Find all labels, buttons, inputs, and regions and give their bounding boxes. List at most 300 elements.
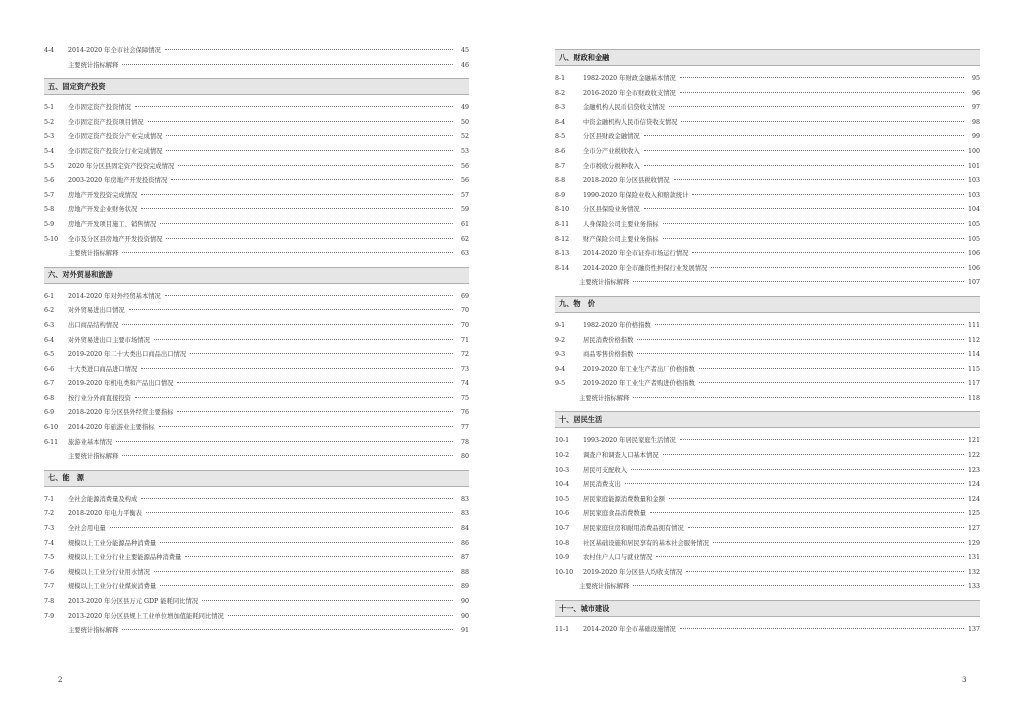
leader-dots [166,238,453,239]
leader-dots [148,121,453,122]
toc-entry [44,392,469,407]
leader-dots [190,353,453,354]
leader-dots [688,527,964,528]
toc-entry [44,145,469,160]
leader-dots [122,455,453,456]
leader-dots [637,339,964,340]
toc-entry [555,537,980,552]
toc-entry [44,290,469,305]
entry-page-number: 72 [460,351,469,359]
entry-title: 居民家庭食品消费数量 [583,510,646,518]
entry-code: 5-3 [44,133,55,141]
entry-code: 9-3 [555,351,566,359]
entry-title: 2019-2020 年二十大类出口商品出口情况 [68,351,187,359]
entry-title: 主要统计指标解释 [68,61,119,69]
entry-code: 10-2 [555,452,570,460]
toc-entry [44,421,469,436]
entry-page-number: 112 [967,336,980,344]
entry-code: 5-7 [44,191,55,199]
toc-entry [44,160,469,175]
leader-dots [699,368,964,369]
toc-entry [44,174,469,189]
entry-code: 6-2 [44,307,55,315]
toc-entry [44,610,469,625]
entry-title: 居民消费支出 [583,481,621,489]
toc-note-entry [44,450,469,465]
section-heading: 九、物 价 [555,296,980,313]
entry-code: 5-5 [44,162,55,170]
entry-page-number: 118 [967,394,980,402]
entry-title: 全市固定资产投资分行业完成情况 [68,147,163,155]
entry-code: 7-6 [44,568,55,576]
entry-title: 分区县财政金融情况 [583,133,640,141]
entry-title: 居民家庭住房和耐用消费品拥有情况 [583,525,684,533]
entry-code: 5-8 [44,206,55,214]
entry-page-number: 103 [967,177,980,185]
entry-title: 全社会用电量 [68,525,106,533]
leader-dots [122,324,453,325]
entry-code: 9-4 [555,365,566,373]
entry-title: 规模以上工业分行业煤炭消费量 [68,583,157,591]
entry-title: 农村住户人口与就业情况 [583,554,653,562]
leader-dots [146,512,453,513]
entry-title: 2014-2020 年全市社会保障情况 [68,47,161,54]
leader-dots [655,324,964,325]
entry-code: 6-6 [44,365,55,373]
entry-page-number: 99 [971,133,980,141]
entry-page-number: 100 [967,147,980,155]
toc-entry [555,434,980,449]
entry-page-number: 70 [460,321,469,329]
entry-page-number: 90 [460,612,469,620]
entry-title: 中资金融机构人民币信贷收支情况 [583,118,678,126]
entry-page-number: 96 [971,89,980,97]
entry-code: 8-8 [555,177,566,185]
entry-title: 对外贸易进出口主要市场情况 [68,336,150,344]
entry-page-number: 97 [971,104,980,112]
entry-code: 8-5 [555,133,566,141]
leader-dots [177,411,453,412]
entry-code: 6-11 [44,438,59,446]
leader-dots [650,512,964,513]
entry-code: 10-1 [555,437,570,445]
right-page [555,44,980,638]
toc-entry [44,580,469,595]
entry-code: 7-4 [44,539,55,547]
leader-dots [680,439,964,440]
toc-entry [44,203,469,218]
entry-page-number: 132 [967,568,980,576]
entry-title: 全市税收分税种收入 [583,162,640,170]
entry-page-number: 56 [460,177,469,185]
entry-code: 8-1 [555,75,566,82]
entry-page-number: 111 [967,321,980,329]
toc-entry [555,522,980,537]
entry-title: 全市固定资产投资情况 [68,104,131,112]
entry-title: 1982-2020 年价格指数 [583,321,651,329]
toc-entry [44,348,469,363]
entry-code: 6-10 [44,424,59,432]
entry-title: 2018-2020 年分区县税收情况 [583,177,670,185]
entry-code: 10-10 [555,568,574,576]
entry-page-number: 50 [460,118,469,126]
toc-entry [555,262,980,277]
entry-page-number: 74 [460,380,469,388]
entry-title: 主要统计指标解释 [68,453,119,461]
entry-title: 1982-2020 年财政金融基本情况 [583,75,676,82]
toc-entry [44,218,469,233]
leader-dots [692,252,964,253]
entry-title: 2013-2020 年分区县规上工业单位增加值能耗同比情况 [68,612,224,620]
entry-page-number: 129 [967,539,980,547]
leader-dots [669,106,964,107]
leader-dots [669,498,964,499]
entry-code: 10-4 [555,481,570,489]
entry-page-number: 133 [967,583,980,591]
toc-note-entry [44,624,469,639]
entry-code: 11-1 [555,626,570,633]
entry-code: 8-13 [555,250,570,258]
entry-title: 居民消费价格指数 [583,336,634,344]
entry-title: 全市固定资产投资项目情况 [68,118,144,126]
entry-title: 2014-2020 年全市融资性担保行业发展情况 [583,264,708,272]
toc-entry [555,493,980,508]
toc-entry [555,348,980,363]
leader-dots [663,454,964,455]
entry-page-number: 98 [971,118,980,126]
entry-page-number: 57 [460,191,469,199]
entry-page-number: 62 [460,235,469,243]
entry-code: 9-2 [555,336,566,344]
leader-dots [711,267,964,268]
leader-dots [680,92,964,93]
toc-entry [44,537,469,552]
leader-dots [122,252,453,253]
entry-code: 10-5 [555,495,570,503]
toc-entry [44,436,469,451]
entry-page-number: 73 [460,365,469,373]
entry-code: 8-14 [555,264,570,272]
entry-page-number: 89 [460,583,469,591]
toc-entry [555,566,980,581]
entry-title: 商品零售价格指数 [583,351,634,359]
entry-page-number: 105 [967,235,980,243]
leader-dots [644,165,964,166]
entry-page-number: 49 [460,104,469,112]
entry-code: 7-1 [44,495,55,503]
leader-dots [202,600,453,601]
entry-title: 按行业分外商直接投资 [68,394,131,402]
entry-title: 主要统计指标解释 [579,279,630,287]
entry-code: 5-4 [44,147,55,155]
toc-entry [44,130,469,145]
entry-title: 房地产开发项目施工、销售情况 [68,220,157,228]
entry-code: 6-8 [44,394,55,402]
toc-entry [44,189,469,204]
leader-dots [713,542,964,543]
toc-note-entry [555,276,980,291]
toc-entry [555,247,980,262]
entry-title: 财产保险公司主要业务指标 [583,235,659,243]
leader-dots [674,179,964,180]
entry-page-number: 90 [460,598,469,605]
entry-page-number: 52 [460,133,469,141]
toc-note-entry [44,59,469,74]
entry-code: 6-9 [44,409,55,417]
entry-page-number: 87 [460,554,469,562]
entry-code: 7-2 [44,510,55,518]
toc-entry [44,507,469,522]
toc-entry [555,160,980,175]
entry-code: 10-9 [555,554,570,562]
leader-dots [141,368,453,369]
entry-page-number: 69 [460,292,469,300]
toc-entry [44,319,469,334]
leader-dots [135,397,453,398]
entry-page-number: 123 [967,466,980,474]
section-heading: 六、对外贸易和旅游 [44,267,469,284]
entry-code: 7-3 [44,525,55,533]
entry-page-number: 83 [460,510,469,518]
entry-page-number: 106 [967,264,980,272]
toc-note-entry [555,580,980,595]
entry-code: 5-6 [44,177,55,185]
entry-code: 8-4 [555,118,566,126]
leader-dots [177,382,453,383]
leader-dots [692,194,964,195]
entry-page-number: 77 [460,424,469,432]
section-heading: 十一、城市建设 [555,600,980,617]
toc-entry [555,377,980,392]
toc-entry [555,218,980,233]
entry-page-number: 121 [967,437,980,445]
entry-code: 8-6 [555,147,566,155]
toc-entry [44,377,469,392]
toc-entry [44,566,469,581]
toc-entry [555,174,980,189]
entry-page-number: 91 [460,627,469,635]
leader-dots [154,571,453,572]
left-page [44,44,469,639]
leader-dots [699,382,964,383]
entry-code: 8-2 [555,89,566,97]
entry-page-number: 106 [967,250,980,258]
toc-entry [44,551,469,566]
entry-title: 房地产开发企业财务状况 [68,206,138,214]
entry-title: 全市及分区县房地产开发投资情况 [68,235,163,243]
entry-page-number: 124 [967,495,980,503]
entry-page-number: 131 [967,554,980,562]
toc-entry [44,595,469,610]
entry-title: 2014-2020 年全市证券市场运行情况 [583,250,689,258]
leader-dots [637,353,964,354]
entry-code: 7-7 [44,583,55,591]
entry-title: 主要统计指标解释 [68,627,119,635]
entry-title: 主要统计指标解释 [68,250,119,258]
entry-page-number: 114 [967,351,980,359]
toc-entry [44,116,469,131]
toc-entry [555,363,980,378]
leader-dots [110,527,453,528]
leader-dots [633,281,964,282]
entry-page-number: 88 [460,568,469,576]
entry-title: 2014-2020 年全市基础设施情况 [583,626,676,633]
entry-title: 1993-2020 年居民家庭生活情况 [583,437,676,445]
leader-dots [680,628,964,629]
toc-entry [44,406,469,421]
entry-title: 2013-2020 年分区县万元 GDP 能耗同比情况 [68,598,199,605]
toc-entry [555,449,980,464]
section-heading: 十、居民生活 [555,411,980,428]
entry-title: 居民家庭能源消费数量和金额 [583,495,665,503]
toc-entry [44,493,469,508]
entry-code: 8-9 [555,191,566,199]
leader-dots [166,150,453,151]
entry-title: 全社会能源消费量及构成 [68,495,138,503]
leader-dots [178,165,453,166]
leader-dots [122,629,453,630]
leader-dots [154,339,453,340]
leader-dots [116,441,453,442]
entry-code: 5-1 [44,104,55,112]
entry-title: 2003-2020 年房地产开发投资情况 [68,177,168,185]
leader-dots [663,223,964,224]
entry-code: 5-2 [44,118,55,126]
leader-dots [680,77,964,78]
entry-code: 8-11 [555,220,570,228]
leader-dots [135,106,453,107]
entry-code: 6-4 [44,336,55,344]
entry-title: 分区县保险业务情况 [583,206,640,214]
entry-code: 7-8 [44,598,55,605]
entry-title: 规模以上工业分行业主要能源品种消费量 [68,554,182,562]
entry-code: 10-6 [555,510,570,518]
entry-title: 旅游业基本情况 [68,438,113,446]
toc-entry [555,101,980,116]
entry-page-number: 63 [460,250,469,258]
entry-page-number: 86 [460,539,469,547]
leader-dots [165,49,453,50]
entry-code: 8-3 [555,104,566,112]
leader-dots [656,556,964,557]
entry-code: 8-10 [555,206,570,214]
entry-page-number: 101 [967,162,980,170]
leader-dots [129,309,453,310]
entry-page-number: 78 [460,438,469,446]
leader-dots [686,571,964,572]
toc-entry [555,116,980,131]
toc-entry [555,507,980,522]
leader-dots [171,179,453,180]
entry-page-number: 107 [967,279,980,287]
toc-entry [555,464,980,479]
leader-dots [165,295,453,296]
toc-entry [555,72,980,87]
entry-code: 8-12 [555,235,570,243]
entry-title: 2019-2020 年工业生产者出厂价格指数 [583,365,695,373]
leader-dots [122,64,453,65]
entry-page-number: 104 [967,206,980,214]
entry-page-number: 53 [460,147,469,155]
entry-title: 调查户和调查人口基本情况 [583,452,659,460]
entry-code: 10-8 [555,539,570,547]
entry-title: 2020 年分区县固定资产投资完成情况 [68,162,175,170]
leader-dots [185,556,453,557]
leader-dots [633,397,964,398]
entry-title: 出口商品结构情况 [68,321,119,329]
entry-page-number: 70 [460,307,469,315]
entry-page-number: 127 [967,525,980,533]
entry-code: 7-5 [44,554,55,562]
leader-dots [160,542,453,543]
toc-entry [555,334,980,349]
entry-page-number: 95 [971,75,980,82]
entry-title: 2018-2020 年电力平衡表 [68,510,142,518]
leader-dots [160,223,453,224]
entry-page-number: 137 [967,626,980,633]
leader-dots [625,483,964,484]
leader-dots [631,469,964,470]
entry-title: 规模以上工业分行业用水情况 [68,568,150,576]
toc-entry [555,233,980,248]
toc-entry [555,145,980,160]
entry-page-number: 124 [967,481,980,489]
toc-entry [44,334,469,349]
entry-page-number: 71 [460,336,469,344]
entry-title: 全市分产业税收收入 [583,147,640,155]
leader-dots [663,238,964,239]
section-heading: 八、财政和金融 [555,49,980,66]
entry-title: 2019-2020 年工业生产者购进价格指数 [583,380,695,388]
leader-dots [141,194,453,195]
toc-note-entry [555,392,980,407]
entry-page-number: 46 [460,61,469,69]
leader-dots [644,150,964,151]
leader-dots [644,208,964,209]
entry-page-number: 75 [460,394,469,402]
entry-page-number: 122 [967,452,980,460]
leader-dots [159,426,453,427]
toc-entry [44,363,469,378]
entry-title: 2019-2020 年分区县人均收支情况 [583,568,683,576]
leader-dots [644,135,964,136]
leader-dots [228,615,453,616]
toc-entry [555,189,980,204]
section-heading: 五、固定资产投资 [44,78,469,95]
entry-page-number: 115 [967,365,980,373]
entry-page-number: 59 [460,206,469,214]
toc-entry [44,101,469,116]
entry-title: 规模以上工业分能源品种消费量 [68,539,157,547]
entry-title: 全市固定资产投资分产业完成情况 [68,133,163,141]
toc-entry [44,522,469,537]
entry-title: 2019-2020 年机电类和产品出口情况 [68,380,174,388]
entry-title: 对外贸易进出口情况 [68,307,125,315]
entry-page-number: 80 [460,453,469,461]
entry-page-number: 117 [967,380,980,388]
entry-code: 9-1 [555,321,566,329]
entry-page-number: 84 [460,525,469,533]
toc-entry [555,319,980,334]
leader-dots [633,585,964,586]
leader-dots [141,498,453,499]
entry-title: 2016-2020 年全市财政收支情况 [583,89,676,97]
entry-code: 10-7 [555,525,570,533]
entry-title: 2014-2020 年对外经贸基本情况 [68,292,161,300]
entry-code: 7-9 [44,612,55,620]
entry-page-number: 45 [460,47,469,54]
entry-code: 6-3 [44,321,55,329]
